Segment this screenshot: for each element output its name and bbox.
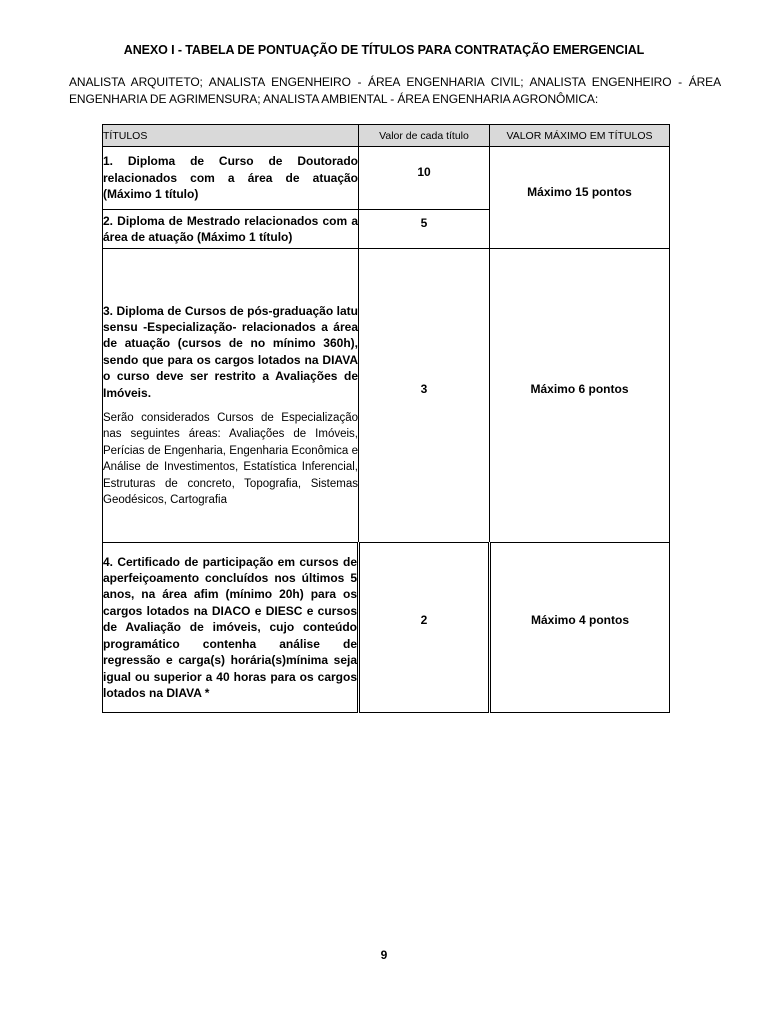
- table-row: [103, 543, 670, 713]
- table-header-row: [103, 125, 670, 147]
- row-max-points: Máximo 4 pontos: [490, 543, 670, 713]
- row-max-points: Máximo 15 pontos: [490, 147, 670, 249]
- row-value: 2: [359, 543, 490, 713]
- header-valor: Valor de cada título: [359, 125, 490, 147]
- row-description: [103, 147, 359, 210]
- scoring-table: [102, 124, 670, 713]
- header-titulos: TÍTULOS: [103, 125, 359, 147]
- intro-paragraph: ANALISTA ARQUITETO; ANALISTA ENGENHEIRO - ÁREA ENGENHARIA CIVIL; ANALISTA ENGENHEIRO - ÁREA ENGENHARIA DE AGRIMENSURA; ANALISTA AMBIENTAL - ÁREA ENGENHARIA AGRONÔMICA:: [69, 75, 721, 106]
- row-description: [103, 543, 359, 713]
- doutorado-description: 1. Diploma de Curso de Doutorado relacionados com a área de atuação (Máximo 1 título): [103, 154, 358, 202]
- row-max-points: Máximo 6 pontos: [490, 249, 670, 543]
- row-description: [103, 249, 359, 543]
- mestrado-description: 2. Diploma de Mestrado relacionados com a área de atuação (Máximo 1 título): [103, 213, 358, 244]
- page-number: 9: [380, 948, 388, 962]
- row-value: 3: [359, 249, 490, 543]
- row-value: 5: [359, 210, 490, 249]
- document-title: ANEXO I - TABELA DE PONTUAÇÃO DE TÍTULOS PARA CONTRATAÇÃO EMERGENCIAL: [123, 43, 645, 57]
- table-row: [103, 147, 670, 210]
- especializacao-description: 3. Diploma de Cursos de pós-graduação latu sensu -Especialização- relacionados a área de atuação (cursos de no mínimo 360h), sendo que para os cargos lotados na DIAVA o curso deve ser restrito a Avaliações de Imóveis.: [103, 303, 358, 400]
- row-value: 10: [359, 147, 490, 210]
- table-row: [103, 249, 670, 543]
- especializacao-note: Serão considerados Cursos de Especialização nas seguintes áreas: Avaliações de Imóveis, Perícias de Engenharia, Engenharia Econômica e Análise de Investimentos, Estatística Inferencial, Estruturas de concreto, Topografia, Sistemas Geodésicos, Cartografia: [103, 412, 358, 507]
- aperfeicoamento-description: 4. Certificado de participação em cursos de aperfeiçoamento concluídos nos últimos 5 anos, na área afim (mínimo 20h) para os cargos lotados na DIACO e DIESC e cursos de Avaliação de imóveis, cujo conteúdo programático contenha análise de regressão e carga(s) horária(s)mínima seja igual ou superior a 40 horas para os cargos lotados na DIAVA *: [103, 554, 357, 700]
- row-description: [103, 210, 359, 249]
- header-maximo: VALOR MÁXIMO EM TÍTULOS: [490, 125, 670, 147]
